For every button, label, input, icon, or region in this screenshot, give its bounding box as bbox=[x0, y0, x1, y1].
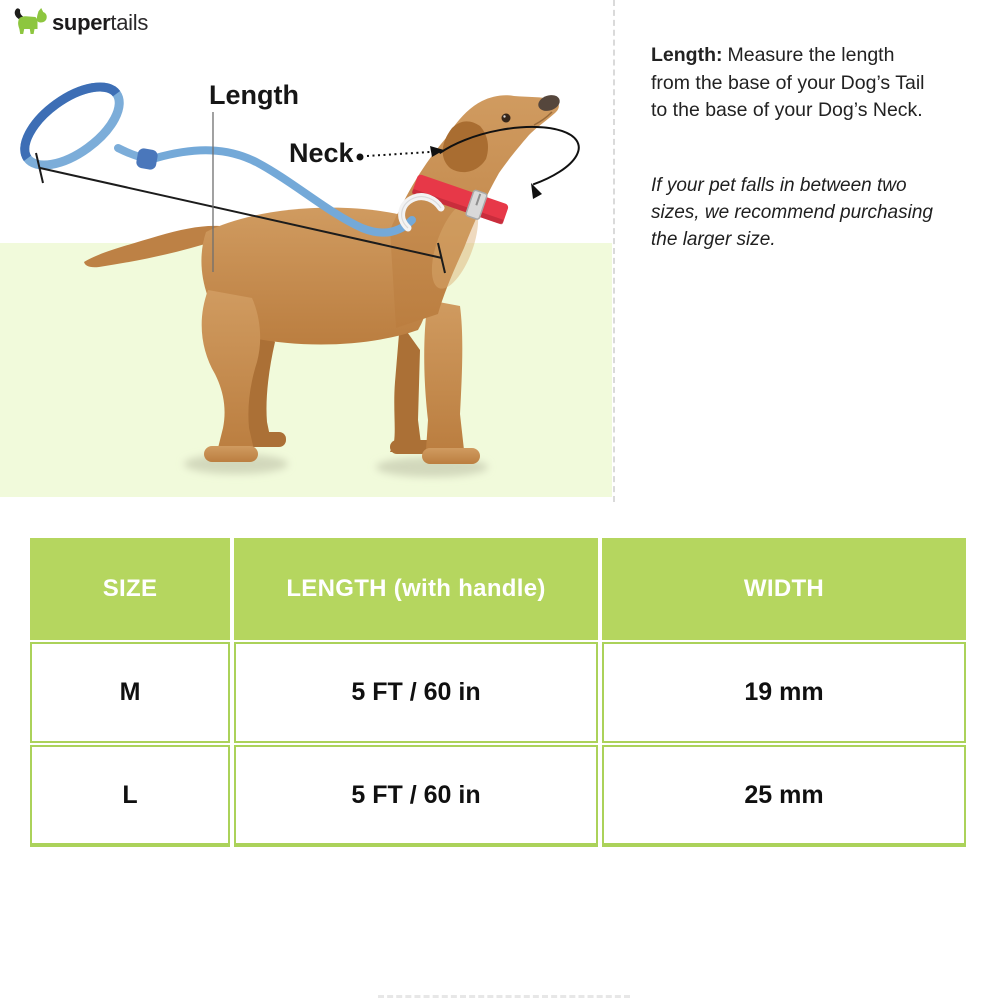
table-row-l-length: 5 FT / 60 in bbox=[234, 745, 598, 847]
size-table-header-size: SIZE bbox=[30, 538, 230, 640]
measure-line-1: Measure the length bbox=[727, 44, 895, 66]
table-row-m-length: 5 FT / 60 in bbox=[234, 642, 598, 743]
note-line-1: If your pet falls in between two bbox=[651, 174, 907, 196]
length-label: Length bbox=[209, 80, 299, 110]
brand-name-light: tails bbox=[110, 10, 149, 35]
measurement-instructions bbox=[651, 42, 986, 253]
size-table bbox=[30, 538, 966, 847]
vertical-dashed-divider bbox=[613, 0, 615, 502]
neck-label: Neck bbox=[289, 138, 354, 168]
sizing-note bbox=[651, 172, 986, 253]
measure-line-3: to the base of your Dog’s Neck. bbox=[651, 99, 923, 121]
size-table-header-length: LENGTH (with handle) bbox=[234, 538, 598, 640]
size-table-header-width: WIDTH bbox=[602, 538, 966, 640]
dog-front-leg bbox=[424, 300, 464, 450]
measure-line-2: from the base of your Dog’s Tail bbox=[651, 71, 925, 94]
brand-name-bold: super bbox=[52, 10, 111, 35]
table-row-m-size: M bbox=[30, 642, 230, 743]
note-line-3: the larger size. bbox=[651, 228, 776, 250]
table-row-m-width: 19 mm bbox=[602, 642, 966, 743]
dog-eye bbox=[502, 114, 511, 123]
dog-tail bbox=[84, 226, 220, 267]
table-row-l-size: L bbox=[30, 745, 230, 847]
note-line-2: sizes, we recommend purchasing bbox=[651, 201, 933, 223]
bottom-dashed-crease bbox=[378, 995, 630, 998]
measurement-illustration bbox=[0, 0, 612, 505]
dog-photo-illustration bbox=[0, 0, 612, 505]
table-row-l-width: 25 mm bbox=[602, 745, 966, 847]
measure-heading: Length: bbox=[651, 44, 723, 66]
measure-paragraph bbox=[651, 42, 986, 125]
dog-far-front-leg bbox=[390, 322, 422, 452]
